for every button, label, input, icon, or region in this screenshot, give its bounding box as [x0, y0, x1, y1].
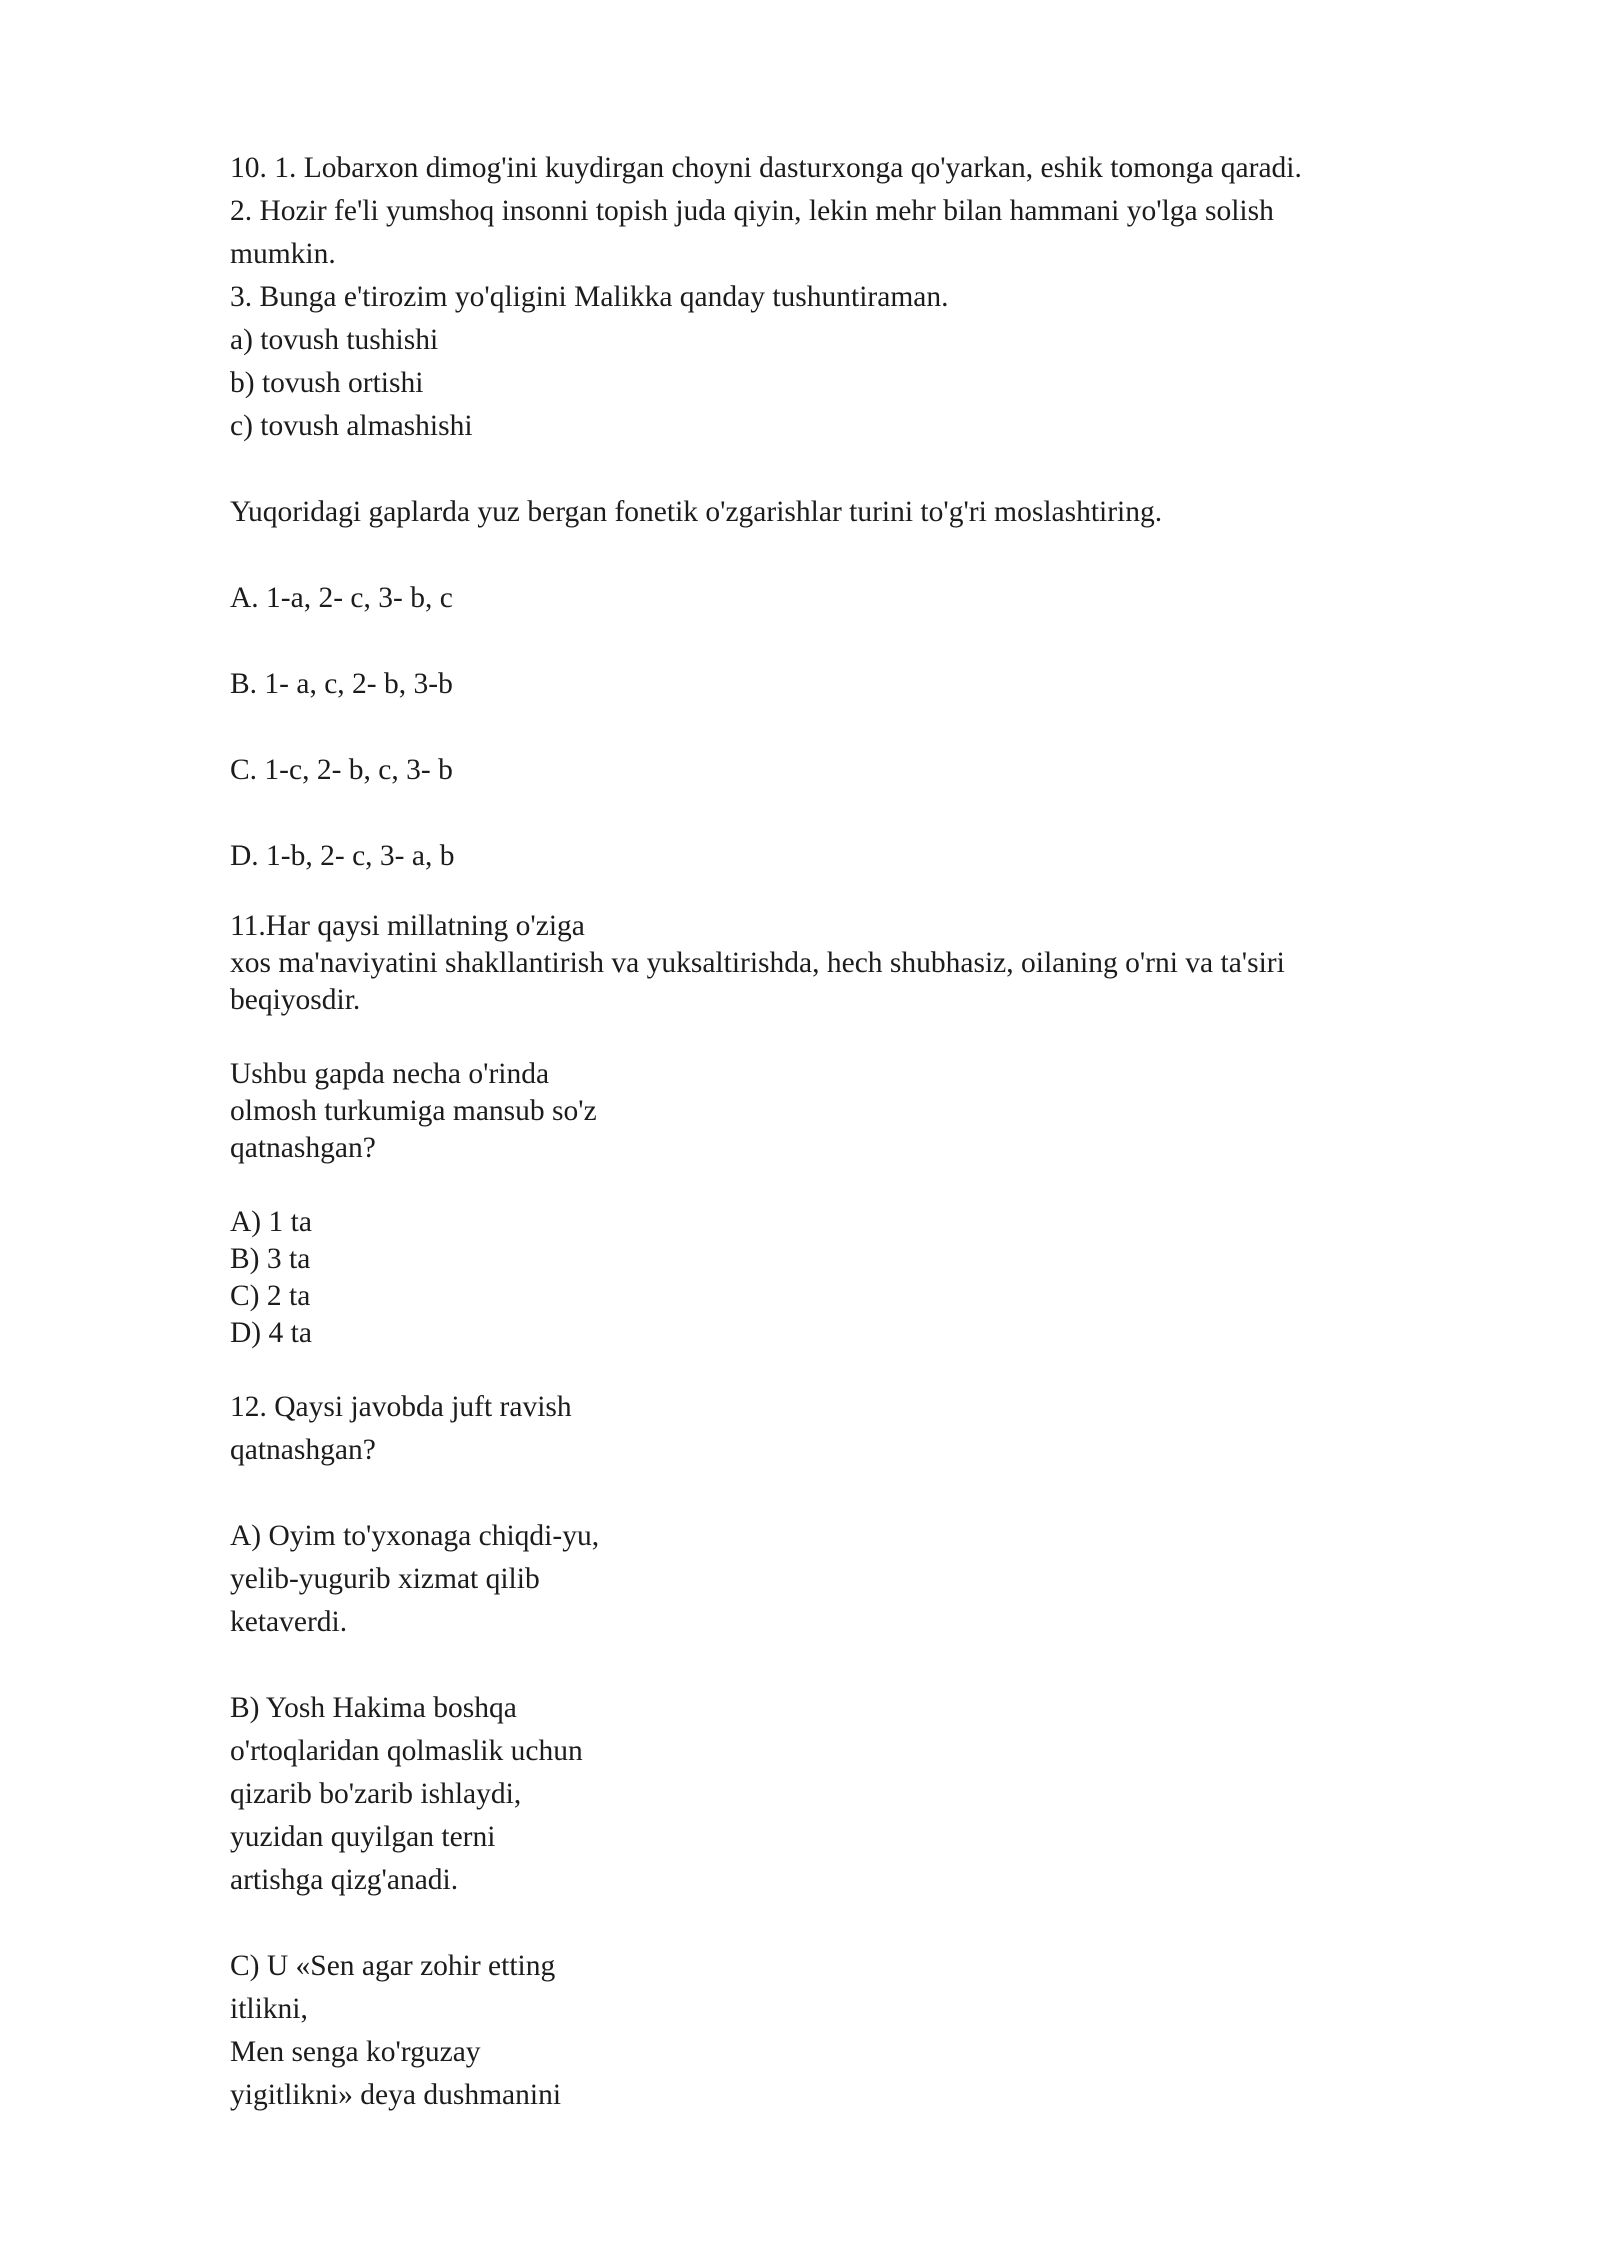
q12-option-b-line-4: yuzidan quyilgan terni	[230, 1821, 496, 1853]
q11-text-line-3: beqiyosdir.	[230, 984, 361, 1016]
q12-option-a-line-2: yelib-yugurib xizmat qilib	[230, 1563, 540, 1595]
q11-text-line-1: 11.Har qaysi millatning o'ziga	[230, 910, 585, 942]
q12-option-b-line-2: o'rtoqlaridan qolmaslik uchun	[230, 1735, 583, 1767]
q10-question: Yuqoridagi gaplarda yuz bergan fonetik o'zgarishlar turini to'g'ri moslashtiring.	[230, 496, 1163, 528]
q11-option-a: A) 1 ta	[230, 1206, 312, 1238]
q10-option-a: A. 1-a, 2- c, 3- b, c	[230, 582, 453, 614]
q10-intro-line-1: 10. 1. Lobarxon dimog'ini kuydirgan choyni dasturxonga qo'yarkan, eshik tomonga qaradi.	[230, 152, 1302, 184]
q11-text-line-2: xos ma'naviyatini shakllantirish va yuksaltirishda, hech shubhasiz, oilaning o'rni va ta'siri	[230, 947, 1285, 979]
q12-option-a-line-3: ketaverdi.	[230, 1606, 348, 1638]
q12-option-c-line-2: itlikni,	[230, 1993, 308, 2025]
q10-option-b: B. 1- a, c, 2- b, 3-b	[230, 668, 453, 700]
q12-option-c-line-4: yigitlikni» deya dushmanini	[230, 2079, 562, 2111]
q10-item-b: b) tovush ortishi	[230, 367, 424, 399]
q11-question-line-1: Ushbu gapda necha o'rinda	[230, 1058, 550, 1090]
q12-question-line-2: qatnashgan?	[230, 1434, 376, 1466]
q11-question-line-3: qatnashgan?	[230, 1132, 376, 1164]
q12-option-a-line-1: A) Oyim to'yxonaga chiqdi-yu,	[230, 1520, 600, 1552]
q10-option-c: C. 1-c, 2- b, c, 3- b	[230, 754, 453, 786]
q12-option-b-line-1: B) Yosh Hakima boshqa	[230, 1692, 517, 1724]
q12-option-b-line-5: artishga qizg'anadi.	[230, 1864, 459, 1896]
q10-intro-line-3: mumkin.	[230, 238, 336, 270]
q10-option-d: D. 1-b, 2- c, 3- a, b	[230, 840, 455, 872]
q10-intro-line-2: 2. Hozir fe'li yumshoq insonni topish juda qiyin, lekin mehr bilan hammani yo'lga solish	[230, 195, 1274, 227]
q12-option-c-line-1: C) U «Sen agar zohir etting	[230, 1950, 556, 1982]
q11-question-line-2: olmosh turkumiga mansub so'z	[230, 1095, 597, 1127]
q11-option-d: D) 4 ta	[230, 1317, 312, 1349]
q10-item-c: c) tovush almashishi	[230, 410, 473, 442]
q11-option-b: B) 3 ta	[230, 1243, 311, 1275]
q12-question-line-1: 12. Qaysi javobda juft ravish	[230, 1391, 572, 1423]
q12-option-c-line-3: Men senga ko'rguzay	[230, 2036, 481, 2068]
q12-option-b-line-3: qizarib bo'zarib ishlaydi,	[230, 1778, 522, 1810]
q10-intro-line-4: 3. Bunga e'tirozim yo'qligini Malikka qanday tushuntiraman.	[230, 281, 949, 313]
q10-item-a: a) tovush tushishi	[230, 324, 439, 356]
q11-option-c: C) 2 ta	[230, 1280, 311, 1312]
